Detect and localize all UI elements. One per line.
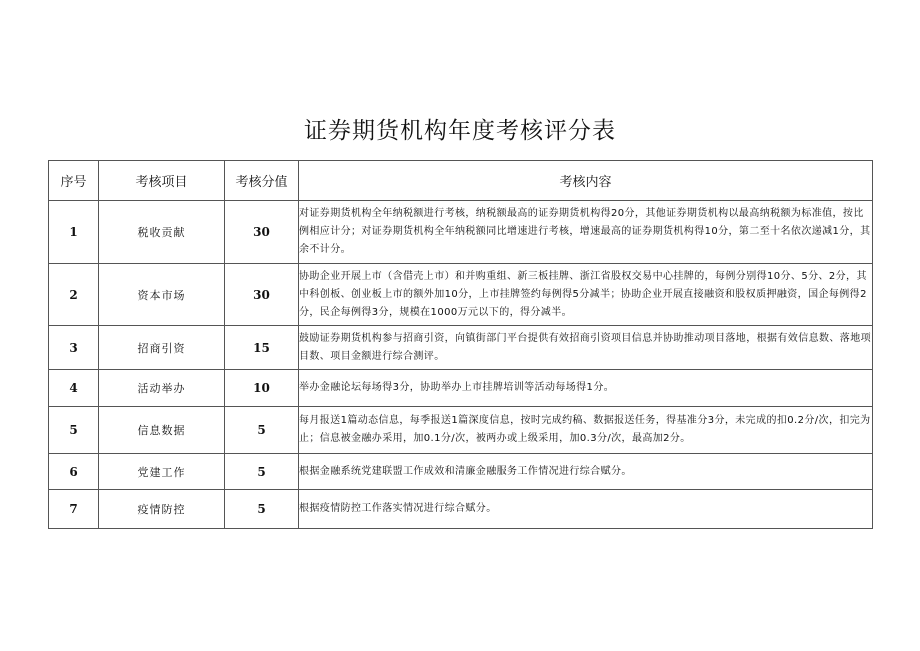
row-serial-number: 7 (49, 490, 99, 529)
table-row (49, 201, 873, 264)
row-content: 协助企业开展上市（含借壳上市）和并购重组、新三板挂牌、浙江省股权交易中心挂牌的，每例分别得10分、5分、2分，其中科创板、创业板上市的额外加10分，上市挂牌签约每例得5分减半；协助企业开展直接融资和股权质押融资，国企每例得2分，民企每例得3分，规模在1000万元以下的，得分减半。 (299, 264, 873, 326)
row-item: 资本市场 (99, 264, 225, 326)
row-item: 活动举办 (99, 370, 225, 407)
row-content: 鼓励证券期货机构参与招商引资，向镇街部门平台提供有效招商引资项目信息并协助推动项目落地，根据有效信息数、落地项目数、项目金额进行综合测评。 (299, 326, 873, 370)
table-row (49, 326, 873, 370)
row-score: 5 (225, 454, 299, 490)
row-score: 15 (225, 326, 299, 370)
document-title: 证券期货机构年度考核评分表 (304, 118, 616, 144)
header-assessment-score: 考核分值 (225, 161, 299, 201)
row-serial-number: 3 (49, 326, 99, 370)
row-item: 招商引资 (99, 326, 225, 370)
row-serial-number: 6 (49, 454, 99, 490)
row-score: 30 (225, 264, 299, 326)
table-row (49, 264, 873, 326)
table-row (49, 490, 873, 529)
table-row (49, 370, 873, 407)
row-item: 党建工作 (99, 454, 225, 490)
header-assessment-content: 考核内容 (299, 161, 873, 201)
header-assessment-item: 考核项目 (99, 161, 225, 201)
row-content: 根据疫情防控工作落实情况进行综合赋分。 (299, 490, 873, 529)
row-score: 30 (225, 201, 299, 264)
header-serial-number: 序号 (49, 161, 99, 201)
row-serial-number: 2 (49, 264, 99, 326)
row-serial-number: 5 (49, 407, 99, 454)
table-row (49, 407, 873, 454)
row-item: 信息数据 (99, 407, 225, 454)
score-table (48, 160, 873, 529)
row-score: 5 (225, 490, 299, 529)
row-content: 举办金融论坛每场得3分，协助举办上市挂牌培训等活动每场得1分。 (299, 370, 873, 407)
row-score: 10 (225, 370, 299, 407)
row-content: 每月报送1篇动态信息，每季报送1篇深度信息，按时完成约稿、数据报送任务，得基准分3分，未完成的扣0.2分/次，扣完为止；信息被金融办采用，加0.1分/次，被两办或上级采用，加0.3分/次，最高加2分。 (299, 407, 873, 454)
row-score: 5 (225, 407, 299, 454)
row-serial-number: 4 (49, 370, 99, 407)
row-content: 根据金融系统党建联盟工作成效和清廉金融服务工作情况进行综合赋分。 (299, 454, 873, 490)
row-item: 疫情防控 (99, 490, 225, 529)
table-header-row (49, 161, 873, 201)
table-row (49, 454, 873, 490)
row-item: 税收贡献 (99, 201, 225, 264)
row-content: 对证券期货机构全年纳税额进行考核，纳税额最高的证券期货机构得20分，其他证券期货机构以最高纳税额为标准值，按比例相应计分；对证券期货机构全年纳税额同比增速进行考核，增速最高的证券期货机构得10分，第二至十名依次递减1分，其余不计分。 (299, 201, 873, 264)
row-serial-number: 1 (49, 201, 99, 264)
